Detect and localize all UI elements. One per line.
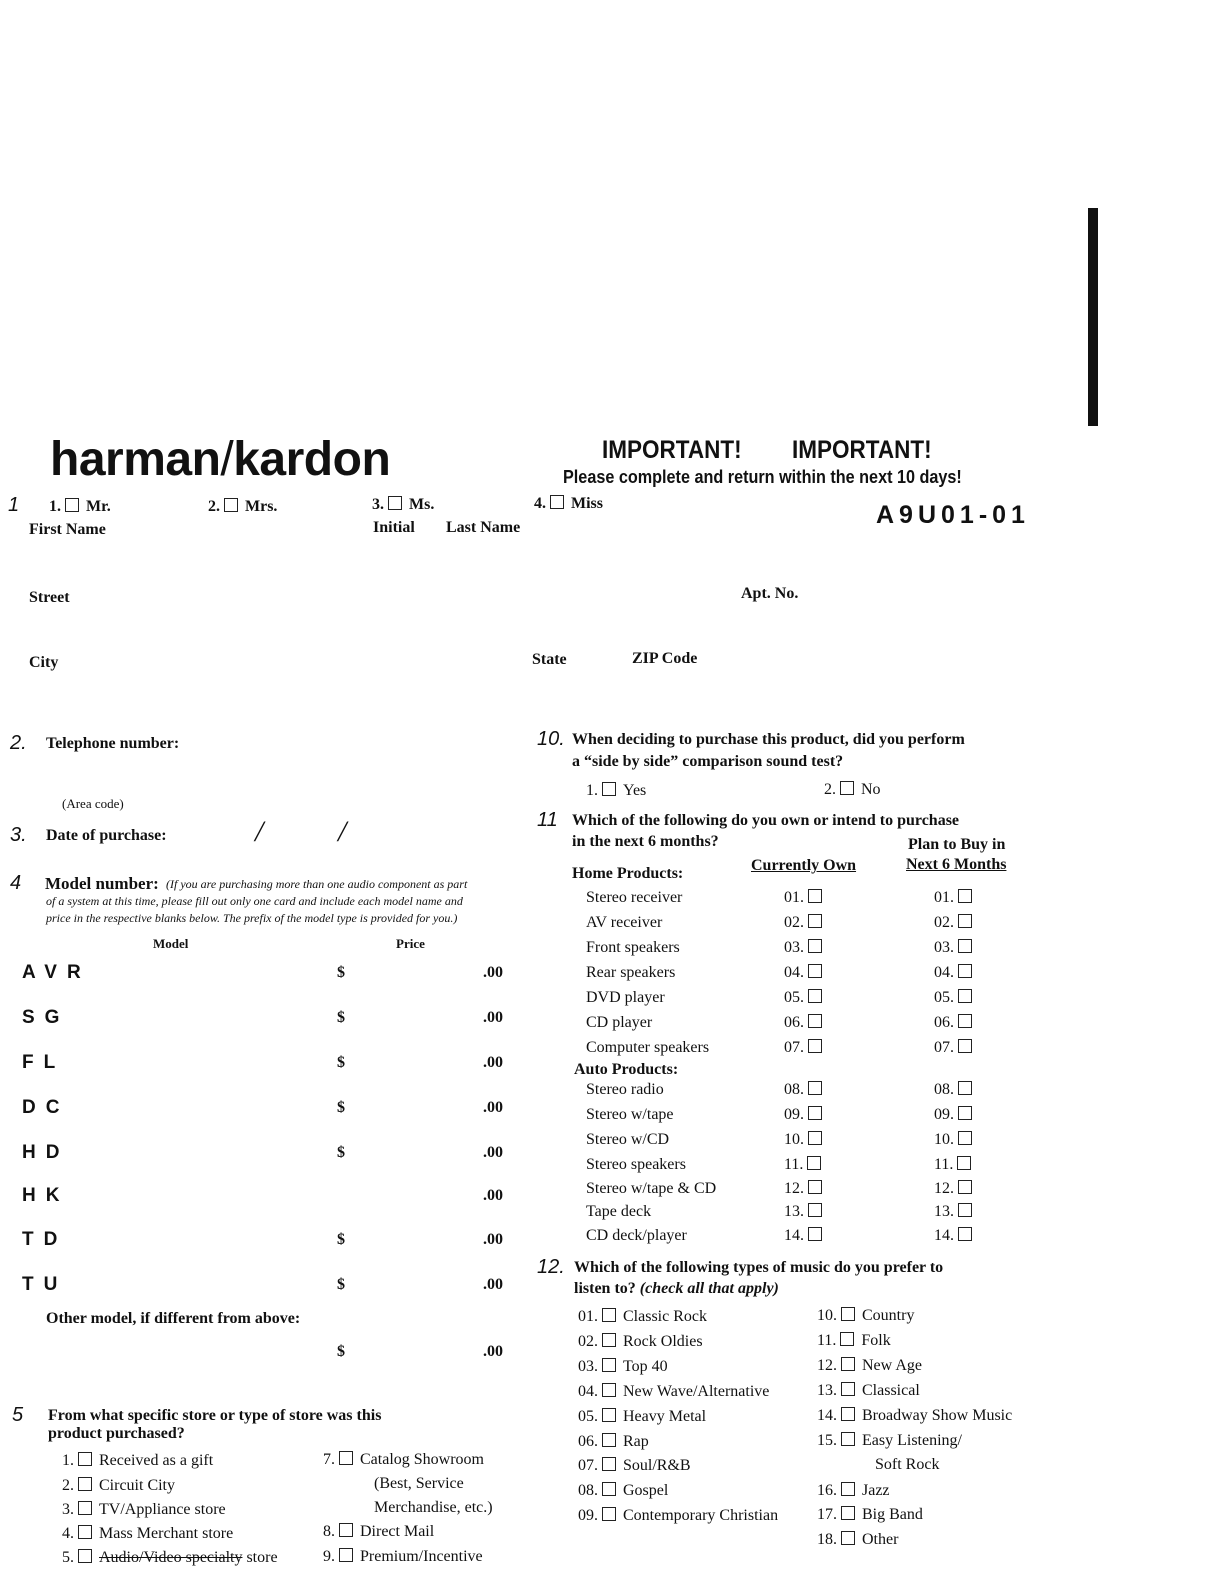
own-option[interactable]: 12. <box>784 1180 829 1198</box>
music-option[interactable]: 13. Classical <box>817 1382 920 1399</box>
plan-option[interactable]: 09. <box>934 1106 979 1124</box>
mr-checkbox[interactable] <box>65 498 79 512</box>
own-checkbox[interactable] <box>808 914 822 928</box>
product-label: CD player <box>586 1014 653 1031</box>
date-sep-1: / <box>255 815 264 848</box>
store-3-checkbox[interactable] <box>78 1501 92 1515</box>
store-9-checkbox[interactable] <box>339 1548 353 1562</box>
music-option[interactable]: 12. New Age <box>817 1357 922 1374</box>
plan-checkbox[interactable] <box>958 964 972 978</box>
dollar-2: $ <box>337 1009 345 1026</box>
store-4[interactable]: 4. Mass Merchant store <box>62 1525 234 1542</box>
plan-option[interactable]: 05. <box>934 989 979 1007</box>
edge-bar <box>1088 208 1098 426</box>
q12-number: 12. <box>537 1256 565 1278</box>
music-checkbox[interactable] <box>602 1333 616 1347</box>
initial-label: Initial <box>373 519 415 536</box>
model-note-3: price in the respective blanks below. The prefix of the model type is provided for you.) <box>46 911 458 925</box>
prefix-td: TD <box>22 1229 68 1250</box>
store-3[interactable]: 3. TV/Appliance store <box>62 1501 226 1518</box>
q11-line-2: in the next 6 months? <box>572 833 719 850</box>
q12-line-1: Which of the following types of music do you prefer to <box>574 1259 944 1276</box>
dollar-8: $ <box>337 1276 345 1293</box>
store-9[interactable]: 9. Premium/Incentive <box>323 1548 483 1565</box>
music-option[interactable]: 17. Big Band <box>817 1506 923 1523</box>
music-option[interactable]: 11. Folk <box>817 1332 891 1349</box>
plan-header-1: Plan to Buy in <box>908 836 1006 853</box>
cents-1: .00 <box>483 964 503 981</box>
plan-checkbox[interactable] <box>958 914 972 928</box>
plan-checkbox[interactable] <box>958 1014 972 1028</box>
music-checkbox[interactable] <box>602 1308 616 1322</box>
store-2[interactable]: 2. Circuit City <box>62 1477 175 1494</box>
store-8[interactable]: 8. Direct Mail <box>323 1523 435 1540</box>
own-checkbox[interactable] <box>808 1203 822 1217</box>
title-mr[interactable]: 1. Mr. <box>49 498 111 515</box>
comparison-no[interactable]: 2. No <box>824 781 881 798</box>
cents-2: .00 <box>483 1009 503 1026</box>
own-option[interactable]: 05. <box>784 989 829 1007</box>
music-checkbox[interactable] <box>841 1482 855 1496</box>
music-checkbox[interactable] <box>840 1332 854 1346</box>
store-7[interactable]: 7. Catalog Showroom <box>323 1451 484 1468</box>
own-option[interactable]: 02. <box>784 914 829 932</box>
prefix-dc: DC <box>22 1097 70 1118</box>
plan-option[interactable]: 03. <box>934 939 979 957</box>
banner-subtitle: Please complete and return within the next 10 days! <box>563 467 962 487</box>
q5-number: 5 <box>12 1404 24 1426</box>
music-option[interactable]: 09. Contemporary Christian <box>578 1507 779 1524</box>
plan-checkbox[interactable] <box>958 1131 972 1145</box>
cents-other: .00 <box>483 1343 503 1360</box>
ms-checkbox[interactable] <box>388 496 402 510</box>
important-2: IMPORTANT! <box>792 436 932 464</box>
music-option[interactable]: 18. Other <box>817 1531 899 1548</box>
telephone-label: Telephone number: <box>46 735 180 752</box>
own-option[interactable]: 14. <box>784 1227 829 1245</box>
brand-logo <box>50 432 390 487</box>
own-option[interactable]: 08. <box>784 1081 829 1099</box>
model-number-label: Model number: <box>45 874 159 893</box>
music-checkbox[interactable] <box>602 1482 616 1496</box>
area-code-label: (Area code) <box>62 796 124 811</box>
store-4-checkbox[interactable] <box>78 1525 92 1539</box>
music-checkbox[interactable] <box>602 1507 616 1521</box>
music-checkbox[interactable] <box>602 1408 616 1422</box>
music-checkbox[interactable] <box>602 1383 616 1397</box>
state-label: State <box>532 651 567 668</box>
own-option[interactable]: 01. <box>784 889 829 907</box>
music-option[interactable]: 03. Top 40 <box>578 1358 668 1375</box>
own-checkbox[interactable] <box>808 1131 822 1145</box>
product-label: DVD player <box>586 989 665 1006</box>
miss-checkbox[interactable] <box>550 495 564 509</box>
q10-line-1: When deciding to purchase this product, did you perform <box>572 731 965 748</box>
own-option[interactable]: 09. <box>784 1106 829 1124</box>
plan-option[interactable]: 14. <box>934 1227 979 1245</box>
q11-number: 11 <box>537 809 558 831</box>
mrs-checkbox[interactable] <box>224 498 238 512</box>
plan-checkbox[interactable] <box>958 1180 972 1194</box>
first-name-label: First Name <box>29 521 106 538</box>
plan-option[interactable]: 04. <box>934 964 979 982</box>
title-ms[interactable]: 3. Ms. <box>372 496 435 513</box>
plan-checkbox[interactable] <box>958 1227 972 1241</box>
store-8-checkbox[interactable] <box>339 1523 353 1537</box>
dollar-3: $ <box>337 1054 345 1071</box>
city-label: City <box>29 654 59 671</box>
no-checkbox[interactable] <box>840 781 854 795</box>
date-label: Date of purchase: <box>46 827 167 844</box>
store-2-checkbox[interactable] <box>78 1477 92 1491</box>
important-1: IMPORTANT! <box>602 436 742 464</box>
store-5[interactable]: 5. Audio/Video specialty store <box>62 1549 278 1566</box>
street-label: Street <box>29 589 70 606</box>
cents-7: .00 <box>483 1231 503 1248</box>
yes-checkbox[interactable] <box>602 782 616 796</box>
home-products-heading: Home Products: <box>572 865 684 882</box>
music-checkbox[interactable] <box>602 1457 616 1471</box>
date-sep-2: / <box>338 815 347 848</box>
store-7-line-2: (Best, Service <box>374 1475 464 1492</box>
music-checkbox[interactable] <box>841 1432 855 1446</box>
q12-line-2: listen to? (check all that apply) <box>574 1280 779 1297</box>
own-checkbox[interactable] <box>808 939 822 953</box>
product-label: Rear speakers <box>586 964 676 981</box>
q2-number: 2. <box>10 732 27 754</box>
music-checkbox[interactable] <box>841 1357 855 1371</box>
product-label: Stereo w/tape <box>586 1106 674 1123</box>
product-label: Stereo w/CD <box>586 1131 670 1148</box>
q5-line-2: product purchased? <box>48 1425 185 1442</box>
prefix-hk: HK <box>22 1185 70 1206</box>
plan-option[interactable]: 10. <box>934 1131 979 1149</box>
plan-option[interactable]: 06. <box>934 1014 979 1032</box>
logo-sep: / <box>220 433 234 486</box>
own-option[interactable]: 03. <box>784 939 829 957</box>
easy-listening-line-2: Soft Rock <box>875 1456 940 1473</box>
comparison-yes[interactable]: 1. Yes <box>586 782 647 799</box>
own-checkbox[interactable] <box>808 1039 822 1053</box>
music-option[interactable]: 08. Gospel <box>578 1482 669 1499</box>
own-checkbox[interactable] <box>808 1180 822 1194</box>
product-label: Stereo speakers <box>586 1156 686 1173</box>
product-label: Computer speakers <box>586 1039 710 1056</box>
form-code: A9U01-01 <box>876 501 1030 529</box>
plan-checkbox[interactable] <box>958 889 972 903</box>
music-checkbox[interactable] <box>602 1358 616 1372</box>
cents-8: .00 <box>483 1276 503 1293</box>
auto-products-heading: Auto Products: <box>574 1061 679 1078</box>
cents-4: .00 <box>483 1099 503 1116</box>
prefix-avr: AVR <box>22 962 91 983</box>
q3-number: 3. <box>10 824 27 846</box>
q1-number: 1 <box>8 494 20 516</box>
store-1[interactable]: 1. Received as a gift <box>62 1452 214 1469</box>
music-option[interactable]: 06. Rap <box>578 1433 649 1450</box>
q10-number: 10. <box>537 728 565 750</box>
other-model-label: Other model, if different from above: <box>46 1310 301 1327</box>
music-option[interactable]: 07. Soul/R&B <box>578 1457 691 1474</box>
plan-option[interactable]: 13. <box>934 1203 979 1221</box>
own-checkbox[interactable] <box>808 964 822 978</box>
plan-option[interactable]: 11. <box>934 1156 978 1174</box>
plan-option[interactable]: 07. <box>934 1039 979 1057</box>
product-label: Tape deck <box>586 1203 652 1220</box>
plan-option[interactable]: 08. <box>934 1081 979 1099</box>
product-label: Stereo radio <box>586 1081 664 1098</box>
store-1-checkbox[interactable] <box>78 1452 92 1466</box>
music-checkbox[interactable] <box>841 1407 855 1421</box>
product-label: Stereo receiver <box>586 889 683 906</box>
price-col-header: Price <box>396 936 425 951</box>
own-checkbox[interactable] <box>808 1081 822 1095</box>
zip-label: ZIP Code <box>632 650 698 667</box>
store-7-checkbox[interactable] <box>339 1451 353 1465</box>
prefix-tu: TU <box>22 1274 68 1295</box>
music-option[interactable]: 16. Jazz <box>817 1482 890 1499</box>
music-option[interactable]: 14. Broadway Show Music <box>817 1407 1013 1424</box>
own-option[interactable]: 13. <box>784 1203 829 1221</box>
music-option[interactable]: 10. Country <box>817 1307 915 1324</box>
music-option[interactable]: 01. Classic Rock <box>578 1308 707 1325</box>
q11-line-1: Which of the following do you own or intend to purchase <box>572 812 960 829</box>
own-checkbox[interactable] <box>808 1106 822 1120</box>
prefix-fl: FL <box>22 1052 66 1073</box>
music-option[interactable]: 04. New Wave/Alternative <box>578 1383 770 1400</box>
q10-line-2: a “side by side” comparison sound test? <box>572 753 844 770</box>
plan-checkbox[interactable] <box>958 1039 972 1053</box>
music-option[interactable]: 02. Rock Oldies <box>578 1333 703 1350</box>
product-label: Front speakers <box>586 939 680 956</box>
product-label: CD deck/player <box>586 1227 687 1244</box>
prefix-sg: SG <box>22 1007 70 1028</box>
plan-header-2: Next 6 Months <box>906 856 1007 873</box>
dollar-4: $ <box>337 1099 345 1116</box>
title-mrs[interactable]: 2. Mrs. <box>208 498 278 515</box>
music-checkbox[interactable] <box>602 1433 616 1447</box>
plan-checkbox[interactable] <box>957 1156 971 1170</box>
logo-right: kardon <box>233 433 391 486</box>
own-checkbox[interactable] <box>807 1156 821 1170</box>
plan-checkbox[interactable] <box>958 1106 972 1120</box>
apt-label: Apt. No. <box>741 585 799 602</box>
plan-checkbox[interactable] <box>958 989 972 1003</box>
own-option[interactable]: 07. <box>784 1039 829 1057</box>
cents-6: .00 <box>483 1187 503 1204</box>
dollar-7: $ <box>337 1231 345 1248</box>
logo-left: harman <box>50 433 221 486</box>
own-checkbox[interactable] <box>808 1014 822 1028</box>
plan-option[interactable]: 12. <box>934 1180 979 1198</box>
model-note-2: of a system at this time, please fill out only one card and include each model name and <box>46 894 463 908</box>
music-option[interactable]: 15. Easy Listening/ <box>817 1432 962 1449</box>
plan-checkbox[interactable] <box>958 939 972 953</box>
music-checkbox[interactable] <box>841 1506 855 1520</box>
own-checkbox[interactable] <box>808 1227 822 1241</box>
music-checkbox[interactable] <box>841 1531 855 1545</box>
own-option[interactable]: 10. <box>784 1131 829 1149</box>
own-option[interactable]: 11. <box>784 1156 828 1174</box>
own-checkbox[interactable] <box>808 989 822 1003</box>
music-checkbox[interactable] <box>841 1382 855 1396</box>
dollar-5: $ <box>337 1144 345 1161</box>
prefix-hd: HD <box>22 1142 70 1163</box>
model-note-1: (If you are purchasing more than one audio component as part <box>166 877 468 891</box>
plan-option[interactable]: 02. <box>934 914 979 932</box>
model-col-header: Model <box>153 936 189 951</box>
plan-checkbox[interactable] <box>958 1081 972 1095</box>
plan-option[interactable]: 01. <box>934 889 979 907</box>
product-label: AV receiver <box>586 914 663 931</box>
cents-5: .00 <box>483 1144 503 1161</box>
music-checkbox[interactable] <box>841 1307 855 1321</box>
store-7-line-3: Merchandise, etc.) <box>374 1499 493 1516</box>
q5-line-1: From what specific store or type of store was this <box>48 1407 382 1424</box>
dollar-other: $ <box>337 1343 345 1360</box>
product-label: Stereo w/tape & CD <box>586 1180 717 1197</box>
store-5-checkbox[interactable] <box>78 1549 92 1563</box>
q4-number: 4 <box>10 872 22 894</box>
own-checkbox[interactable] <box>808 889 822 903</box>
own-header: Currently Own <box>751 857 857 874</box>
music-option[interactable]: 05. Heavy Metal <box>578 1408 707 1425</box>
plan-checkbox[interactable] <box>958 1203 972 1217</box>
last-name-label: Last Name <box>446 519 521 536</box>
title-miss[interactable]: 4. Miss <box>534 495 603 512</box>
cents-3: .00 <box>483 1054 503 1071</box>
own-option[interactable]: 06. <box>784 1014 829 1032</box>
dollar-1: $ <box>337 964 345 981</box>
own-option[interactable]: 04. <box>784 964 829 982</box>
